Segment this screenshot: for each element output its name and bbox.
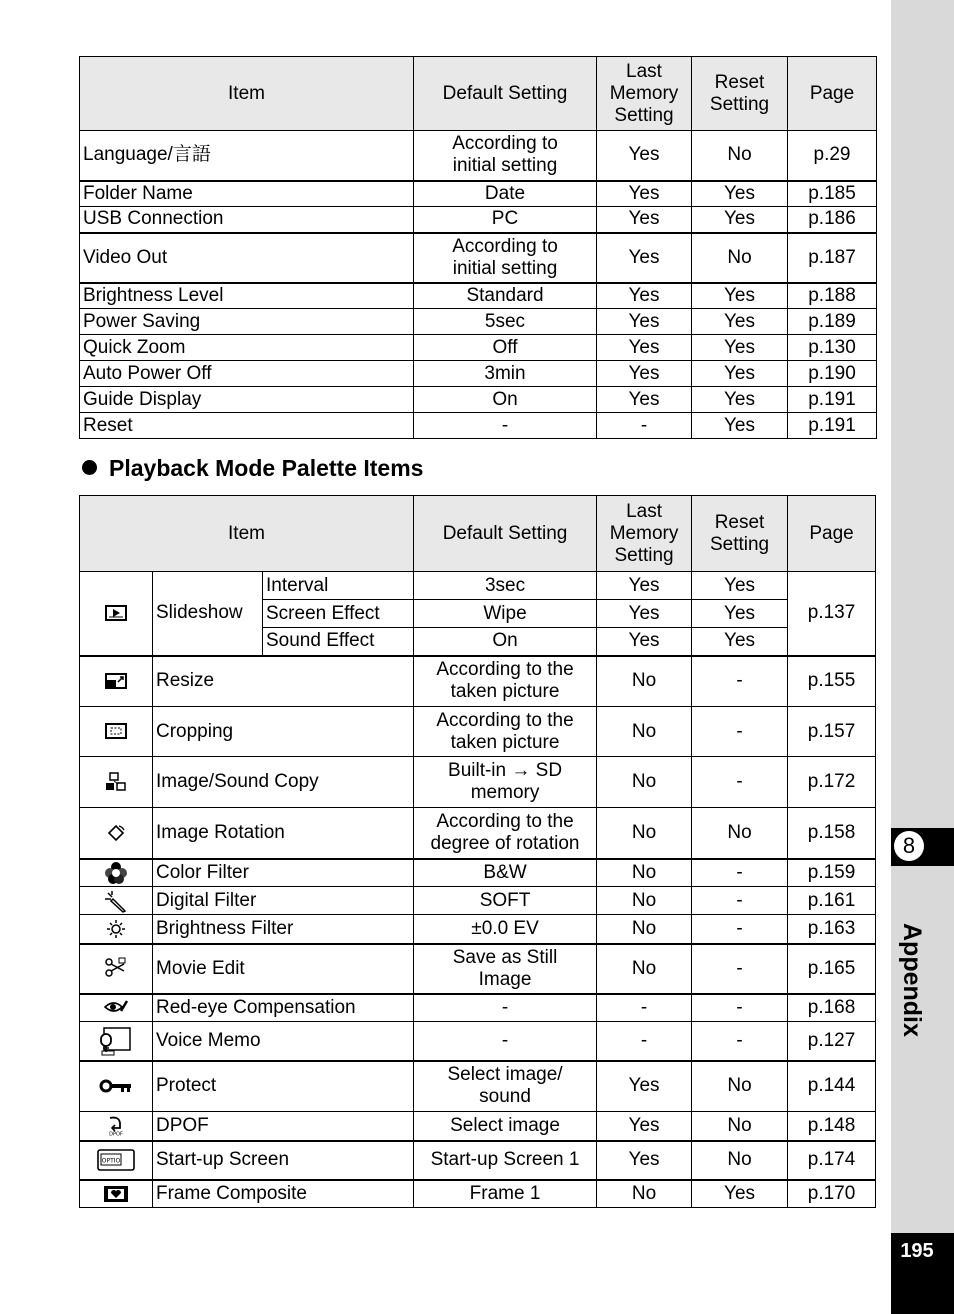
item-cell: Brightness Level: [80, 283, 414, 309]
last-memory-cell: Yes: [597, 131, 692, 181]
icon-cell: [80, 1180, 153, 1208]
item-cell: Video Out: [80, 233, 414, 283]
appendix-sidebar: [891, 0, 954, 1314]
item-cell: USB Connection: [80, 207, 414, 233]
sub-item-cell: Interval: [263, 572, 414, 600]
last-memory-cell: No: [597, 915, 692, 944]
last-memory-cell: No: [597, 887, 692, 915]
last-memory-cell: Yes: [597, 335, 692, 361]
reset-setting-cell: Yes: [692, 361, 788, 387]
last-memory-cell: Yes: [597, 309, 692, 335]
last-memory-cell: Yes: [597, 1112, 692, 1141]
icon-cell: [80, 1112, 153, 1141]
icon-cell: [80, 656, 153, 707]
item-cell: Power Saving: [80, 309, 414, 335]
icon-cell: [80, 808, 153, 859]
item-cell: Digital Filter: [153, 887, 414, 915]
icon-cell: [80, 1022, 153, 1061]
table-row: [80, 994, 876, 1022]
reset-setting-cell: Yes: [692, 309, 788, 335]
table-row: [80, 283, 877, 309]
last-memory-cell: -: [597, 994, 692, 1022]
header-page: Page: [788, 57, 877, 131]
table-header-row: [80, 57, 877, 131]
icon-cell: [80, 757, 153, 808]
dpof-icon: [105, 1116, 127, 1136]
header-last-memory: Last Memory Setting: [597, 57, 692, 131]
icon-cell: [80, 887, 153, 915]
icon-cell: [80, 915, 153, 944]
bullet-icon: [82, 460, 97, 475]
reset-setting-cell: -: [692, 994, 788, 1022]
reset-setting-cell: No: [692, 131, 788, 181]
page-cell: p.188: [788, 283, 877, 309]
page-cell: p.155: [788, 656, 876, 707]
last-memory-cell: -: [597, 1022, 692, 1061]
playback-palette-table: [79, 495, 876, 1208]
table-header-row: [80, 496, 876, 572]
default-setting-cell: Select image: [414, 1112, 597, 1141]
page-cell: p.161: [788, 887, 876, 915]
table-row: [80, 887, 876, 915]
reset-setting-cell: -: [692, 887, 788, 915]
default-setting-cell: According to the degree of rotation: [414, 808, 597, 859]
default-setting-cell: According to initial setting: [414, 233, 597, 283]
reset-setting-cell: Yes: [692, 387, 788, 413]
last-memory-cell: No: [597, 656, 692, 707]
header-default: Default Setting: [414, 57, 597, 131]
page-cell: p.191: [788, 413, 877, 439]
header-item: Item: [80, 57, 414, 131]
page-cell: p.191: [788, 387, 877, 413]
default-setting-cell: -: [414, 1022, 597, 1061]
frame-composite-icon: [103, 1185, 129, 1203]
last-memory-cell: Yes: [597, 1061, 692, 1112]
default-setting-cell: Frame 1: [414, 1180, 597, 1208]
default-setting-cell: B&W: [414, 859, 597, 887]
header-default: Default Setting: [414, 496, 597, 572]
page-cell: p.127: [788, 1022, 876, 1061]
last-memory-cell: Yes: [597, 1141, 692, 1180]
default-setting-cell: Start-up Screen 1: [414, 1141, 597, 1180]
default-setting-cell: Built-in → SD memory: [414, 757, 597, 808]
default-setting-cell: Wipe: [414, 600, 597, 628]
last-memory-cell: Yes: [597, 628, 692, 656]
svg-text:OPTIO: OPTIO: [101, 1157, 121, 1165]
sub-item-cell: Screen Effect: [263, 600, 414, 628]
table-row: [80, 1022, 876, 1061]
reset-setting-cell: Yes: [692, 207, 788, 233]
page-cell: p.186: [788, 207, 877, 233]
table-row: [80, 387, 877, 413]
page-cell: p.137: [788, 572, 876, 656]
image-rotation-icon: [105, 824, 127, 842]
page-cell: p.189: [788, 309, 877, 335]
image-sound-copy-icon: [105, 772, 127, 792]
item-cell: Cropping: [153, 707, 414, 757]
last-memory-cell: Yes: [597, 207, 692, 233]
last-memory-cell: No: [597, 808, 692, 859]
reset-setting-cell: -: [692, 757, 788, 808]
default-setting-cell: Off: [414, 335, 597, 361]
table-row: [80, 757, 876, 808]
item-cell: Voice Memo: [153, 1022, 414, 1061]
table-row: [80, 309, 877, 335]
icon-cell: [80, 1061, 153, 1112]
table-row: [80, 361, 877, 387]
reset-setting-cell: Yes: [692, 181, 788, 207]
slideshow-icon: [105, 605, 127, 621]
default-setting-cell: PC: [414, 207, 597, 233]
default-setting-cell: 3min: [414, 361, 597, 387]
page-cell: p.158: [788, 808, 876, 859]
page-cell: p.148: [788, 1112, 876, 1141]
default-setting-cell: -: [414, 413, 597, 439]
table-row: [80, 181, 877, 207]
last-memory-cell: Yes: [597, 600, 692, 628]
table-row: [80, 335, 877, 361]
item-cell: Protect: [153, 1061, 414, 1112]
page-cell: p.163: [788, 915, 876, 944]
item-cell: Auto Power Off: [80, 361, 414, 387]
last-memory-cell: No: [597, 944, 692, 994]
reset-setting-cell: No: [692, 1112, 788, 1141]
item-cell: Movie Edit: [153, 944, 414, 994]
default-setting-cell: 5sec: [414, 309, 597, 335]
table-row: [80, 413, 877, 439]
table-row: [80, 233, 877, 283]
icon-cell: [80, 994, 153, 1022]
header-item: Item: [80, 496, 414, 572]
item-cell: Image/Sound Copy: [153, 757, 414, 808]
table-row: [80, 707, 876, 757]
item-cell: Reset: [80, 413, 414, 439]
movie-edit-icon: [104, 957, 128, 979]
reset-setting-cell: Yes: [692, 600, 788, 628]
item-cell: Color Filter: [153, 859, 414, 887]
header-page: Page: [788, 496, 876, 572]
table-row: [80, 808, 876, 859]
page-cell: p.130: [788, 335, 877, 361]
table-row: [80, 131, 877, 181]
last-memory-cell: No: [597, 757, 692, 808]
page-cell: p.165: [788, 944, 876, 994]
settings-table: [79, 56, 877, 439]
item-cell: Frame Composite: [153, 1180, 414, 1208]
page-cell: p.185: [788, 181, 877, 207]
item-cell: DPOF: [153, 1112, 414, 1141]
page-cell: p.187: [788, 233, 877, 283]
chapter-number: 8: [894, 831, 924, 861]
reset-setting-cell: Yes: [692, 283, 788, 309]
item-cell: Folder Name: [80, 181, 414, 207]
page-cell: p.144: [788, 1061, 876, 1112]
last-memory-cell: Yes: [597, 387, 692, 413]
table-row: [80, 1112, 876, 1141]
icon-cell: [80, 1141, 153, 1180]
page-cell: p.172: [788, 757, 876, 808]
table-row: [80, 656, 876, 707]
reset-setting-cell: No: [692, 808, 788, 859]
sub-item-cell: Sound Effect: [263, 628, 414, 656]
last-memory-cell: No: [597, 707, 692, 757]
page-cell: p.170: [788, 1180, 876, 1208]
icon-cell: [80, 859, 153, 887]
voice-memo-icon: [99, 1026, 133, 1056]
table-row: [80, 944, 876, 994]
reset-setting-cell: Yes: [692, 1180, 788, 1208]
svg-text:DPOF: DPOF: [109, 1131, 123, 1136]
table-row: [80, 859, 876, 887]
protect-key-icon: [99, 1078, 133, 1094]
page-cell: p.174: [788, 1141, 876, 1180]
color-filter-icon: [103, 861, 129, 885]
default-setting-cell: According to initial setting: [414, 131, 597, 181]
section-heading: Playback Mode Palette Items: [82, 455, 423, 482]
table-row: [80, 915, 876, 944]
last-memory-cell: Yes: [597, 572, 692, 600]
brightness-filter-icon: [106, 919, 126, 939]
reset-setting-cell: Yes: [692, 572, 788, 600]
item-cell: Red-eye Compensation: [153, 994, 414, 1022]
default-setting-cell: Save as Still Image: [414, 944, 597, 994]
default-setting-cell: On: [414, 387, 597, 413]
item-cell: Slideshow: [153, 572, 263, 656]
default-setting-cell: -: [414, 994, 597, 1022]
item-cell: Language/言語: [80, 131, 414, 181]
default-setting-cell: On: [414, 628, 597, 656]
page-cell: p.190: [788, 361, 877, 387]
reset-setting-cell: -: [692, 859, 788, 887]
header-reset: Reset Setting: [692, 496, 788, 572]
page-cell: p.168: [788, 994, 876, 1022]
resize-icon: [105, 673, 127, 689]
last-memory-cell: -: [597, 413, 692, 439]
reset-setting-cell: Yes: [692, 413, 788, 439]
last-memory-cell: Yes: [597, 361, 692, 387]
default-setting-cell: Standard: [414, 283, 597, 309]
table-row: [80, 572, 876, 600]
item-cell: Start-up Screen: [153, 1141, 414, 1180]
item-cell: Resize: [153, 656, 414, 707]
page-number: 195: [900, 1240, 934, 1262]
header-last-memory: Last Memory Setting: [597, 496, 692, 572]
reset-setting-cell: No: [692, 1141, 788, 1180]
default-setting-cell: SOFT: [414, 887, 597, 915]
default-setting-cell: According to the taken picture: [414, 707, 597, 757]
table-row: [80, 207, 877, 233]
page-cell: p.159: [788, 859, 876, 887]
table-row: [80, 1141, 876, 1180]
icon-cell: [80, 944, 153, 994]
reset-setting-cell: -: [692, 1022, 788, 1061]
reset-setting-cell: -: [692, 915, 788, 944]
section-label: Appendix: [898, 923, 926, 1037]
icon-cell: [80, 707, 153, 757]
table-row: [80, 1180, 876, 1208]
startup-screen-icon: [97, 1149, 135, 1171]
item-cell: Brightness Filter: [153, 915, 414, 944]
last-memory-cell: Yes: [597, 283, 692, 309]
default-setting-cell: ±0.0 EV: [414, 915, 597, 944]
page-cell: p.157: [788, 707, 876, 757]
red-eye-icon: [104, 999, 128, 1017]
table-row: [80, 1061, 876, 1112]
default-setting-cell: Select image/ sound: [414, 1061, 597, 1112]
default-setting-cell: 3sec: [414, 572, 597, 600]
reset-setting-cell: -: [692, 656, 788, 707]
last-memory-cell: No: [597, 1180, 692, 1208]
default-setting-cell: According to the taken picture: [414, 656, 597, 707]
last-memory-cell: Yes: [597, 233, 692, 283]
default-setting-cell: Date: [414, 181, 597, 207]
last-memory-cell: No: [597, 859, 692, 887]
icon-cell: [80, 572, 153, 656]
reset-setting-cell: Yes: [692, 628, 788, 656]
page-cell: p.29: [788, 131, 877, 181]
reset-setting-cell: No: [692, 233, 788, 283]
last-memory-cell: Yes: [597, 181, 692, 207]
reset-setting-cell: No: [692, 1061, 788, 1112]
item-cell: Quick Zoom: [80, 335, 414, 361]
cropping-icon: [105, 723, 127, 739]
item-cell: Image Rotation: [153, 808, 414, 859]
item-cell: Guide Display: [80, 387, 414, 413]
reset-setting-cell: -: [692, 707, 788, 757]
reset-setting-cell: -: [692, 944, 788, 994]
reset-setting-cell: Yes: [692, 335, 788, 361]
header-reset: Reset Setting: [692, 57, 788, 131]
digital-filter-icon: [103, 889, 129, 913]
